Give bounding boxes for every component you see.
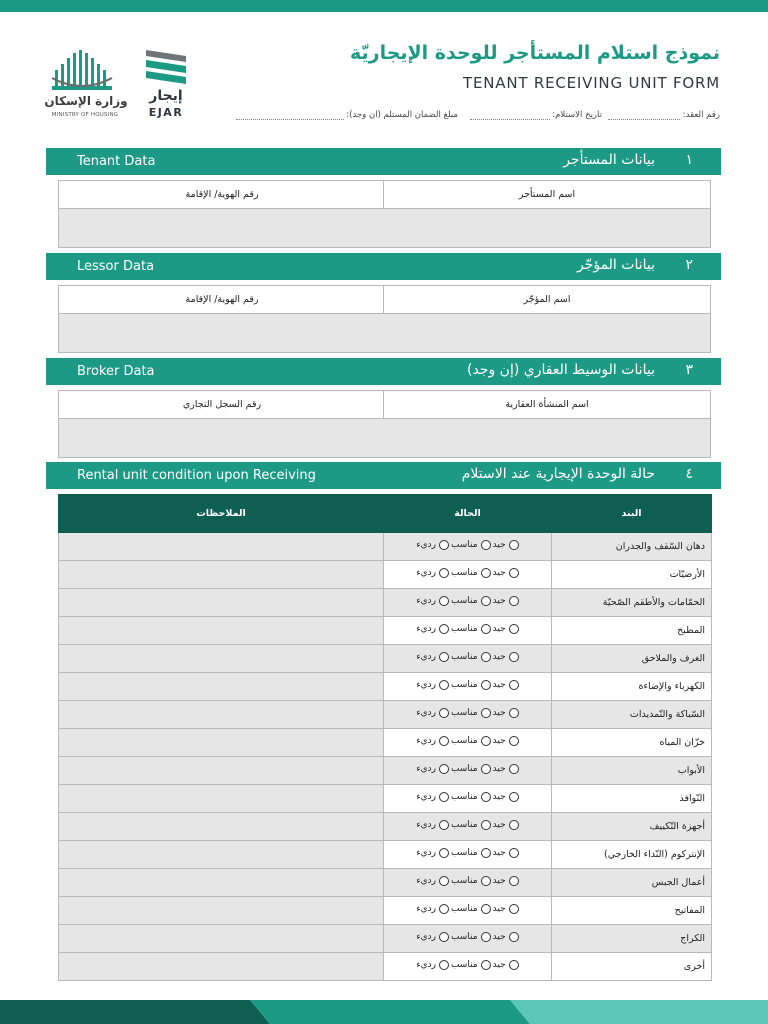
radio-circle-icon[interactable] — [481, 568, 491, 578]
condition-state-options — [384, 589, 552, 617]
ministry-name-en: MINISTRY OF HOUSING — [51, 112, 119, 118]
notes-input[interactable] — [59, 757, 384, 785]
radio-circle-icon[interactable] — [481, 540, 491, 550]
column-header-state: الحالة — [384, 495, 552, 533]
state-option-poor[interactable] — [416, 932, 449, 942]
tenant-name-input[interactable] — [384, 208, 710, 247]
tenant-id-input[interactable] — [59, 208, 385, 247]
radio-circle-icon[interactable] — [439, 708, 449, 718]
condition-item-label: الأبواب — [552, 757, 712, 785]
condition-item-label: الغرف والملاحق — [552, 645, 712, 673]
state-option-label: مناسب — [450, 764, 478, 774]
state-option-poor[interactable] — [416, 680, 449, 690]
state-option-label: جيد — [492, 764, 506, 774]
notes-input[interactable] — [59, 673, 384, 701]
state-option-good[interactable] — [493, 764, 519, 774]
state-option-fair[interactable] — [451, 932, 491, 942]
state-option-poor[interactable] — [416, 708, 449, 718]
state-option-label: جيد — [492, 792, 506, 802]
column-header-item: البند — [552, 495, 712, 533]
top-accent-bar — [0, 0, 768, 12]
section-title-en: Rental unit condition upon Receiving — [77, 468, 316, 483]
state-option-good[interactable] — [493, 820, 519, 830]
state-option-poor[interactable] — [416, 876, 449, 886]
condition-state-options — [384, 757, 552, 785]
form-title-en: TENANT RECEIVING UNIT FORM — [463, 74, 720, 92]
radio-circle-icon[interactable] — [481, 764, 491, 774]
state-option-label: رديء — [416, 596, 436, 606]
state-option-label: جيد — [492, 848, 506, 858]
table-row — [59, 673, 712, 701]
state-option-label: جيد — [492, 820, 506, 830]
radio-circle-icon[interactable] — [509, 904, 519, 914]
radio-circle-icon[interactable] — [439, 960, 449, 970]
state-option-poor[interactable] — [416, 596, 449, 606]
state-option-good[interactable] — [493, 876, 519, 886]
table-row — [59, 533, 712, 561]
tenant-name-label: اسم المستأجر — [383, 181, 710, 208]
condition-state-options — [384, 561, 552, 589]
receipt-date-field[interactable] — [470, 110, 602, 120]
state-option-label: مناسب — [450, 960, 478, 970]
condition-item-label: الحمّامات والأطقم الصّحيّة — [552, 589, 712, 617]
radio-circle-icon[interactable] — [481, 904, 491, 914]
notes-input[interactable] — [59, 561, 384, 589]
radio-circle-icon[interactable] — [439, 792, 449, 802]
radio-circle-icon[interactable] — [509, 736, 519, 746]
state-option-label: جيد — [492, 904, 506, 914]
table-row — [59, 617, 712, 645]
deposit-blank[interactable] — [236, 110, 344, 120]
radio-circle-icon[interactable] — [439, 624, 449, 634]
table-row — [59, 953, 712, 981]
state-option-label: مناسب — [450, 932, 478, 942]
state-option-poor[interactable] — [416, 736, 449, 746]
state-option-label: رديء — [416, 568, 436, 578]
section-title-en: Lessor Data — [77, 259, 155, 274]
state-option-fair[interactable] — [451, 596, 491, 606]
state-option-label: رديء — [416, 680, 436, 690]
ministry-emblem-icon — [50, 48, 120, 94]
condition-state-options — [384, 729, 552, 757]
state-option-label: مناسب — [450, 876, 478, 886]
state-option-fair[interactable] — [451, 848, 491, 858]
form-title-ar: نموذج استلام المستأجر للوحدة الإيجاريّة — [349, 42, 720, 64]
state-option-label: مناسب — [450, 624, 478, 634]
state-option-poor[interactable] — [416, 540, 449, 550]
state-option-label: مناسب — [450, 708, 478, 718]
section-number: ٢ — [685, 257, 693, 273]
notes-input[interactable] — [59, 533, 384, 561]
state-option-poor[interactable] — [416, 624, 449, 634]
notes-input[interactable] — [59, 869, 384, 897]
state-option-poor[interactable] — [416, 904, 449, 914]
ejar-name-ar: إيجار — [149, 88, 183, 104]
state-option-label: جيد — [492, 652, 506, 662]
state-option-good[interactable] — [493, 708, 519, 718]
condition-item-label: الإنتركوم (النّداء الخارجي) — [552, 841, 712, 869]
state-option-label: مناسب — [450, 540, 478, 550]
state-option-label: رديء — [416, 960, 436, 970]
broker-cr-label: رقم السجل التجاري — [182, 399, 262, 410]
table-row — [59, 729, 712, 757]
condition-item-label: الأرضيّات — [552, 561, 712, 589]
radio-circle-icon[interactable] — [509, 680, 519, 690]
broker-company-input[interactable] — [384, 418, 710, 457]
radio-circle-icon[interactable] — [439, 764, 449, 774]
contract-number-label: رقم العقد: — [682, 110, 720, 120]
tenant-id-label: رقم الهوية/ الإقامة — [185, 189, 259, 200]
condition-state-options — [384, 925, 552, 953]
state-option-label: مناسب — [450, 848, 478, 858]
condition-item-label: النّوافذ — [552, 785, 712, 813]
state-option-label: جيد — [492, 568, 506, 578]
notes-input[interactable] — [59, 813, 384, 841]
notes-input[interactable] — [59, 617, 384, 645]
section-header-lessor — [46, 253, 721, 280]
condition-state-options — [384, 617, 552, 645]
table-row — [59, 813, 712, 841]
radio-circle-icon[interactable] — [509, 820, 519, 830]
radio-circle-icon[interactable] — [439, 568, 449, 578]
notes-input[interactable] — [59, 729, 384, 757]
state-option-poor[interactable] — [416, 848, 449, 858]
lessor-data-table — [58, 285, 711, 353]
table-row — [59, 785, 712, 813]
state-option-poor[interactable] — [416, 820, 449, 830]
state-option-fair[interactable] — [451, 680, 491, 690]
radio-circle-icon[interactable] — [439, 736, 449, 746]
state-option-label: رديء — [416, 540, 436, 550]
condition-state-options — [384, 841, 552, 869]
state-option-label: رديء — [416, 736, 436, 746]
state-option-label: رديء — [416, 792, 436, 802]
condition-item-label: السّباكة والتّمديدات — [552, 701, 712, 729]
state-option-fair[interactable] — [451, 876, 491, 886]
section-number: ٣ — [685, 362, 693, 378]
condition-item-label: أجهزة التّكييف — [552, 813, 712, 841]
state-option-fair[interactable] — [451, 792, 491, 802]
section-header-tenant — [46, 148, 721, 175]
condition-state-options — [384, 673, 552, 701]
section-title-ar: حالة الوحدة الإيجارية عند الاستلام — [461, 466, 655, 482]
state-option-fair[interactable] — [451, 960, 491, 970]
state-option-label: جيد — [492, 736, 506, 746]
state-option-label: رديء — [416, 652, 436, 662]
radio-circle-icon[interactable] — [509, 876, 519, 886]
state-option-poor[interactable] — [416, 792, 449, 802]
state-option-poor[interactable] — [416, 764, 449, 774]
condition-state-options — [384, 533, 552, 561]
state-option-good[interactable] — [493, 652, 519, 662]
radio-circle-icon[interactable] — [509, 792, 519, 802]
table-row — [59, 897, 712, 925]
state-option-label: جيد — [492, 540, 506, 550]
radio-circle-icon[interactable] — [509, 932, 519, 942]
condition-state-options — [384, 785, 552, 813]
table-row — [59, 589, 712, 617]
notes-input[interactable] — [59, 785, 384, 813]
state-option-label: مناسب — [450, 652, 478, 662]
radio-circle-icon[interactable] — [481, 932, 491, 942]
condition-state-options — [384, 953, 552, 981]
state-option-fair[interactable] — [451, 736, 491, 746]
radio-circle-icon[interactable] — [439, 848, 449, 858]
condition-item-label: الكراج — [552, 925, 712, 953]
state-option-good[interactable] — [493, 904, 519, 914]
lessor-id-input[interactable] — [59, 313, 385, 352]
condition-state-options — [384, 645, 552, 673]
tenant-data-table — [58, 180, 711, 248]
state-option-label: جيد — [492, 932, 506, 942]
state-option-fair[interactable] — [451, 708, 491, 718]
table-row — [59, 841, 712, 869]
state-option-label: رديء — [416, 876, 436, 886]
state-option-poor[interactable] — [416, 568, 449, 578]
notes-input[interactable] — [59, 589, 384, 617]
deposit-field[interactable] — [236, 110, 458, 120]
condition-item-label: أعمال الجبس — [552, 869, 712, 897]
radio-circle-icon[interactable] — [509, 960, 519, 970]
section-number: ٤ — [685, 466, 693, 482]
broker-company-label: اسم المنشأة العقارية — [383, 391, 710, 418]
state-option-label: جيد — [492, 876, 506, 886]
section-header-condition — [46, 462, 721, 489]
broker-data-table — [58, 390, 711, 458]
state-option-fair[interactable] — [451, 652, 491, 662]
section-title-ar: بيانات الوسيط العقاري (إن وجد) — [467, 362, 655, 378]
table-row — [59, 925, 712, 953]
state-option-good[interactable] — [493, 792, 519, 802]
state-option-fair[interactable] — [451, 568, 491, 578]
condition-item-label: المطبخ — [552, 617, 712, 645]
radio-circle-icon[interactable] — [439, 680, 449, 690]
table-row — [59, 561, 712, 589]
ejar-name-en: EJAR — [148, 106, 184, 119]
state-option-fair[interactable] — [451, 820, 491, 830]
column-header-notes: الملاحظات — [59, 495, 384, 533]
section-title-en: Tenant Data — [77, 154, 156, 169]
state-option-poor[interactable] — [416, 652, 449, 662]
state-option-poor[interactable] — [416, 960, 449, 970]
state-option-label: جيد — [492, 708, 506, 718]
radio-circle-icon[interactable] — [481, 960, 491, 970]
state-option-good[interactable] — [493, 540, 519, 550]
radio-circle-icon[interactable] — [509, 596, 519, 606]
state-option-label: مناسب — [450, 736, 478, 746]
unit-condition-table — [58, 494, 712, 981]
state-option-good[interactable] — [493, 680, 519, 690]
radio-circle-icon[interactable] — [481, 596, 491, 606]
section-title-en: Broker Data — [77, 364, 155, 379]
radio-circle-icon[interactable] — [481, 680, 491, 690]
radio-circle-icon[interactable] — [509, 848, 519, 858]
condition-item-label: أخرى — [552, 953, 712, 981]
deposit-label: مبلغ الضمان المستلم (ان وجد): — [346, 110, 458, 120]
table-row — [59, 701, 712, 729]
radio-circle-icon[interactable] — [439, 596, 449, 606]
radio-circle-icon[interactable] — [509, 624, 519, 634]
radio-circle-icon[interactable] — [481, 652, 491, 662]
state-option-label: جيد — [492, 596, 506, 606]
state-option-good[interactable] — [493, 596, 519, 606]
radio-circle-icon[interactable] — [481, 820, 491, 830]
state-option-label: رديء — [416, 708, 436, 718]
notes-input[interactable] — [59, 701, 384, 729]
radio-circle-icon[interactable] — [481, 708, 491, 718]
radio-circle-icon[interactable] — [481, 848, 491, 858]
broker-cr-input[interactable] — [59, 418, 385, 457]
ministry-name-ar: وزارة الإسكان — [44, 94, 128, 108]
radio-circle-icon[interactable] — [481, 876, 491, 886]
radio-circle-icon[interactable] — [481, 624, 491, 634]
state-option-label: مناسب — [450, 596, 478, 606]
state-option-label: جيد — [492, 624, 506, 634]
radio-circle-icon[interactable] — [439, 540, 449, 550]
state-option-label: رديء — [416, 820, 436, 830]
state-option-good[interactable] — [493, 736, 519, 746]
radio-circle-icon[interactable] — [439, 820, 449, 830]
radio-circle-icon[interactable] — [439, 932, 449, 942]
condition-state-options — [384, 869, 552, 897]
contract-number-field[interactable] — [608, 110, 720, 120]
lessor-name-input[interactable] — [384, 313, 710, 352]
notes-input[interactable] — [59, 953, 384, 981]
table-row — [59, 645, 712, 673]
section-number: ١ — [685, 152, 693, 168]
radio-circle-icon[interactable] — [481, 736, 491, 746]
state-option-good[interactable] — [493, 960, 519, 970]
state-option-good[interactable] — [493, 848, 519, 858]
state-option-label: مناسب — [450, 904, 478, 914]
radio-circle-icon[interactable] — [509, 708, 519, 718]
radio-circle-icon[interactable] — [439, 876, 449, 886]
state-option-label: رديء — [416, 764, 436, 774]
state-option-label: رديء — [416, 932, 436, 942]
state-option-label: رديء — [416, 624, 436, 634]
state-option-good[interactable] — [493, 624, 519, 634]
state-option-good[interactable] — [493, 932, 519, 942]
state-option-label: مناسب — [450, 820, 478, 830]
radio-circle-icon[interactable] — [509, 764, 519, 774]
state-option-fair[interactable] — [451, 904, 491, 914]
state-option-label: جيد — [492, 960, 506, 970]
notes-input[interactable] — [59, 897, 384, 925]
lessor-id-label: رقم الهوية/ الإقامة — [185, 294, 259, 305]
condition-item-label: دهان السّقف والجدران — [552, 533, 712, 561]
radio-circle-icon[interactable] — [439, 652, 449, 662]
notes-input[interactable] — [59, 645, 384, 673]
state-option-label: جيد — [492, 680, 506, 690]
state-option-good[interactable] — [493, 568, 519, 578]
radio-circle-icon[interactable] — [509, 652, 519, 662]
state-option-label: رديء — [416, 904, 436, 914]
notes-input[interactable] — [59, 925, 384, 953]
state-option-fair[interactable] — [451, 540, 491, 550]
footer-band — [0, 1000, 768, 1024]
condition-item-label: الكهرباء والإضاءة — [552, 673, 712, 701]
radio-circle-icon[interactable] — [509, 568, 519, 578]
section-header-broker — [46, 358, 721, 385]
condition-state-options — [384, 897, 552, 925]
section-title-ar: بيانات المؤجّر — [576, 257, 655, 273]
state-option-label: مناسب — [450, 680, 478, 690]
table-row — [59, 757, 712, 785]
receipt-date-blank[interactable] — [470, 110, 550, 120]
condition-rows — [59, 533, 712, 981]
lessor-name-label: اسم المؤجّر — [383, 286, 710, 313]
state-option-fair[interactable] — [451, 624, 491, 634]
notes-input[interactable] — [59, 841, 384, 869]
condition-item-label: خزّان المياه — [552, 729, 712, 757]
ejar-emblem-icon — [142, 48, 190, 88]
condition-state-options — [384, 701, 552, 729]
condition-state-options — [384, 813, 552, 841]
contract-number-blank[interactable] — [608, 110, 680, 120]
state-option-label: مناسب — [450, 568, 478, 578]
state-option-label: مناسب — [450, 792, 478, 802]
radio-circle-icon[interactable] — [481, 792, 491, 802]
form-meta-line — [48, 110, 720, 126]
radio-circle-icon[interactable] — [509, 540, 519, 550]
state-option-fair[interactable] — [451, 764, 491, 774]
table-row — [59, 869, 712, 897]
radio-circle-icon[interactable] — [439, 904, 449, 914]
condition-item-label: المفاتيح — [552, 897, 712, 925]
section-title-ar: بيانات المستأجر — [563, 152, 655, 168]
state-option-label: رديء — [416, 848, 436, 858]
receipt-date-label: تاريخ الاستلام: — [552, 110, 602, 120]
